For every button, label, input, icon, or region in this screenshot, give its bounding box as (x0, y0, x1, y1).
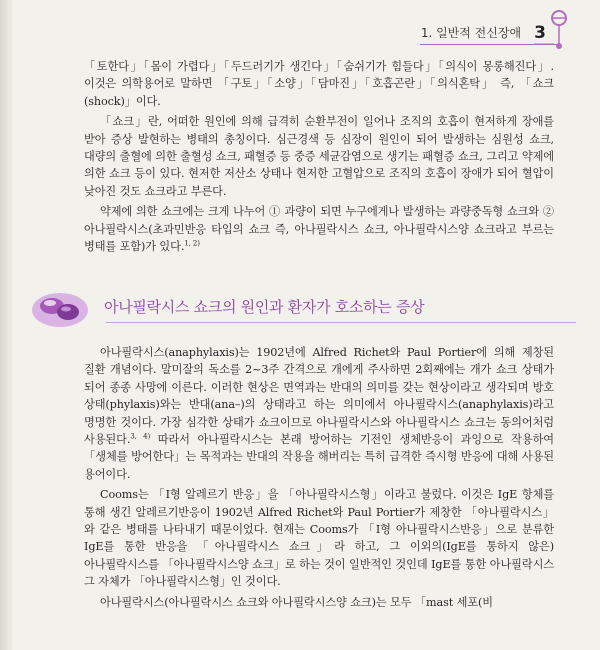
paragraph-text: 따라서 아나필락시스는 본래 방어하는 기전인 생체반응이 과잉으로 작용하여 「생체를 방어한다」는 목적과는 반대의 작용을 해버리는 특히 급격한 즉시형 반응에 대해 사용된 용어이다. (84, 433, 554, 481)
running-header (326, 22, 546, 44)
paragraph-text: 약제에 의한 쇼크에는 크게 나누어 ① 과량이 되면 누구에게나 발생하는 과량중독형 쇼크와 ② 아나필락시스(초과민반응 타입의 쇼크 즉, 아나필락시스 쇼크, 아나필락시스양 쇼크라고 부르는 병태를 포함)가 있다. (84, 205, 554, 254)
paragraph: 「쇼크」란, 어떠한 원인에 의해 급격히 순환부전이 일어나 조직의 호흡이 현저하게 장애를 받아 증상 발현하는 병태의 총칭이다. 심근경색 등 심장이 원인이 되어 발생하는 심원성 쇼크, 대량의 출혈에 의한 출혈성 쇼크, 패혈증 등 중증 세균감염으로 생기는 패혈증 쇼크, 그리고 약제에 의한 쇼크 등이 있다. 현저한 저산소 상태나 현저한 고혈압으로 조직의 호흡이 장애가 되어 혈압이 낮아진 것도 쇼크라고 부른다. (84, 115, 554, 198)
paragraph: Cooms는 「I형 알레르기 반응」을 「아나필락시스형」이라고 불렀다. 이것은 IgE 항체를 통해 생긴 알레르기반응이 1902년 Alfred Richet와 Paul Portier가 제창한 「아나필락시스」와 같은 병태를 나타내기 때문이었다. 현재는 Cooms가 「I형 아나필락시스반응」으로 분류한 IgE를 통한 반응을 「아나필락시스 쇼크」라 하고, 그 이외의(IgE를 통하지 않은) 아나필락시스를 「아나필락시스양 쇼크」로 하는 것이 일반적인 것인데 IgE를 통한 아나필락시스 그 자체가 「아나필락시스형」인 것이다. (84, 488, 554, 589)
page-number: 3 (534, 22, 546, 43)
citation: 1, 2) (184, 239, 200, 248)
paragraph: 「토한다」「몸이 가렵다」「두드러기가 생긴다」「숨쉬기가 힘들다」「의식이 몽롱해진다」. 이것은 의학용어로 말하면 「구토」「소양」「담마진」「호흡곤란」「의식혼탁」 즉, 「쇼크(shock)」이다. (84, 60, 554, 108)
pills-icon (30, 286, 94, 330)
page-edge-shadow (0, 0, 12, 650)
paragraph-text: 아나필락시스(anaphylaxis)는 1902년에 Alfred Richet와 Paul Portier에 의해 제창된 질환 개념이다. 말미잘의 독소를 2~3주 간격으로 개에게 주사하면 2회째에는 개가 쇼크 상태가 되어 종종 사망에 이른다. 이러한 현상은 면역과는 반대의 의미를 갖는 현상이라고 생각되며 방호 상태(phylaxis)와는 반대(ana–)의 상태라고 하는 의미에서 아나필락시스(anaphylaxis)라고 명명한 것이다. 가장 심각한 상태가 쇼크이므로 아나필락시스와 아나필락시스 쇼크는 동의어처럼 사용된다. (84, 346, 554, 447)
intro-text-block (84, 58, 554, 255)
capsule-icon (532, 6, 586, 60)
section-rule (106, 322, 576, 323)
paragraph (84, 344, 554, 483)
section-title: 아나필락시스 쇼크의 원인과 환자가 호소하는 증상 (104, 298, 425, 316)
section-heading (28, 286, 568, 330)
main-text-block (84, 344, 554, 611)
citation: 3, 4) (130, 432, 151, 441)
paragraph: 아나필락시스(아나필락시스 쇼크와 아나필락시스양 쇼크)는 모두 「mast 세포(비 (100, 595, 493, 609)
paragraph (84, 203, 554, 255)
chapter-title: 1. 일반적 전신장애 (420, 26, 522, 40)
